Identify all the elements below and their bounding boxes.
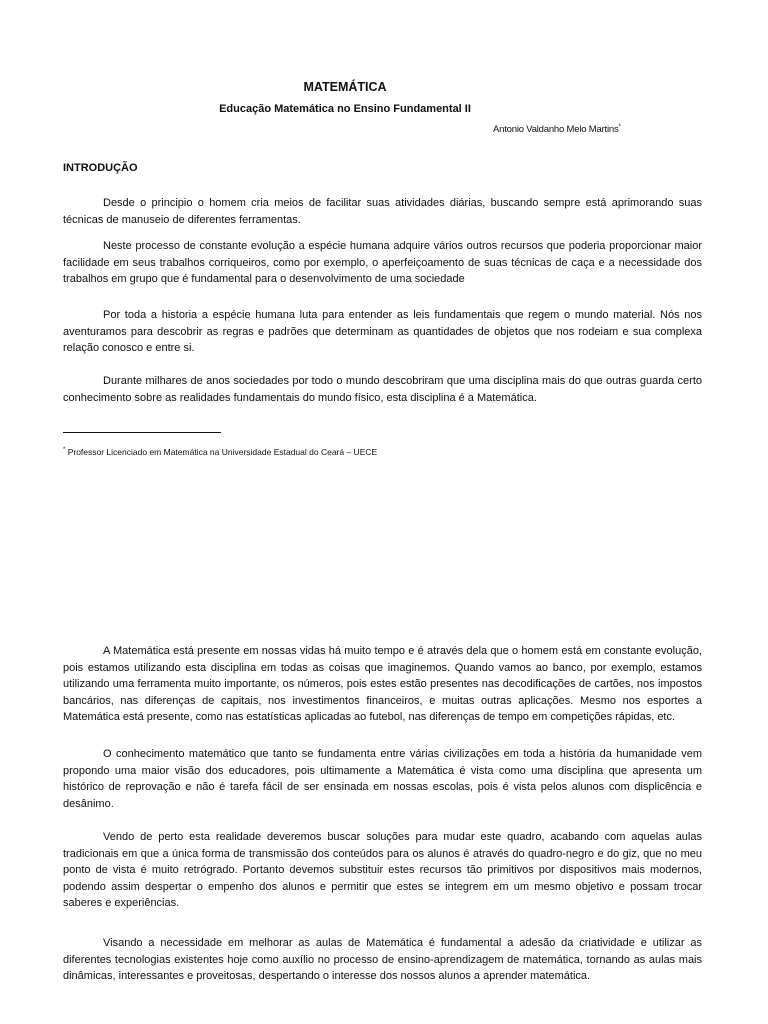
document-subtitle: Educação Matemática no Ensino Fundamental II xyxy=(219,103,471,115)
footnote xyxy=(63,447,377,457)
body-paragraph-1: A Matemática está presente em nossas vidas há muito tempo e é através dela que o homem está em constante evolução, pois estamos utilizando esta disciplina em todas as coisas que imaginemos. Quando vamos ao banco, por exemplo, estamos utilizando uma ferramenta muito importante, os números, pois estes estão presentes nas decodificações de cartões, nos impostos bancários, nas diferenças de capitais, nos investimentos financeiros, e muitas outras aplicações. Mesmo nos esportes a Matemática está presente, como nas estatísticas aplicadas ao futebol, nas diferenças de tempo em competições rápidas, etc. xyxy=(63,645,702,723)
footnote-mark: * xyxy=(63,447,66,453)
author-footnote-mark: * xyxy=(618,124,621,130)
footnote-divider xyxy=(63,432,221,433)
body-paragraph-2: O conhecimento matemático que tanto se fundamenta entre várias civilizações em toda a história da humanidade vem propondo uma maior visão dos educadores, pois ultimamente a Matemática é vista como uma disciplina que apresenta um histórico de reprovação e não é tarefa fácil de ser ensinada em nossas escolas, pois é vista pelos alunos com displicência e desânimo. xyxy=(63,748,702,810)
body-paragraph-3: Vendo de perto esta realidade deveremos buscar soluções para mudar este quadro, acabando com aquelas aulas tradicionais em que a única forma de transmissão dos conteúdos para os alunos é através do quadro-negro e do giz, que no meu ponto de vista é muito retrógrado. Portanto devemos substituir estes recursos tão primitivos por dispositivos mais modernos, podendo assim despertar o empenho dos alunos e permitir que estes se integrem em um mesmo objetivo e possam trocar saberes e experiências. xyxy=(63,831,702,909)
section-heading: INTRODUÇÃO xyxy=(63,162,138,174)
intro-paragraph-4: Durante milhares de anos sociedades por todo o mundo descobriram que uma disciplina mais do que outras guarda certo conhecimento sobre as realidades fundamentais do mundo físico, esta disciplina é a Matemática. xyxy=(63,375,702,404)
body-paragraph-4: Visando a necessidade em melhorar as aulas de Matemática é fundamental a adesão da criatividade e utilizar as diferentes tecnologias existentes hoje como auxílio no processo de ensino-aprendizagem de matemática, tornando as aulas mais dinâmicas, interessantes e proveitosas, despertando o interesse dos nossos alunos a aprender matemática. xyxy=(63,937,702,982)
document-title: MATEMÁTICA xyxy=(303,80,387,94)
intro-paragraph-2: Neste processo de constante evolução a espécie humana adquire vários outros recursos que poderia proporcionar maior facilidade em seus trabalhos corriqueiros, como por exemplo, o aperfeiçoamento de suas técnicas de caça e a necessidade dos trabalhos em grupo que é fundamental para o desenvolvimento de uma sociedade xyxy=(63,240,702,285)
intro-paragraph-3: Por toda a historia a espécie humana luta para entender as leis fundamentais que regem o mundo material. Nós nos aventuramos para descobrir as regras e padrões que determinam as quantidades de objetos que nos rodeiam e sua complexa relação conosco e entre si. xyxy=(63,309,702,354)
footnote-text: Professor Licenciado em Matemática na Universidade Estadual do Ceará – UECE xyxy=(65,447,378,457)
author-name: Antonio Valdanho Melo Martins xyxy=(493,124,619,135)
intro-paragraph-1: Desde o principio o homem cria meios de facilitar suas atividades diárias, buscando sempre está aprimorando suas técnicas de manuseio de diferentes ferramentas. xyxy=(63,197,702,226)
author-line xyxy=(493,124,621,135)
